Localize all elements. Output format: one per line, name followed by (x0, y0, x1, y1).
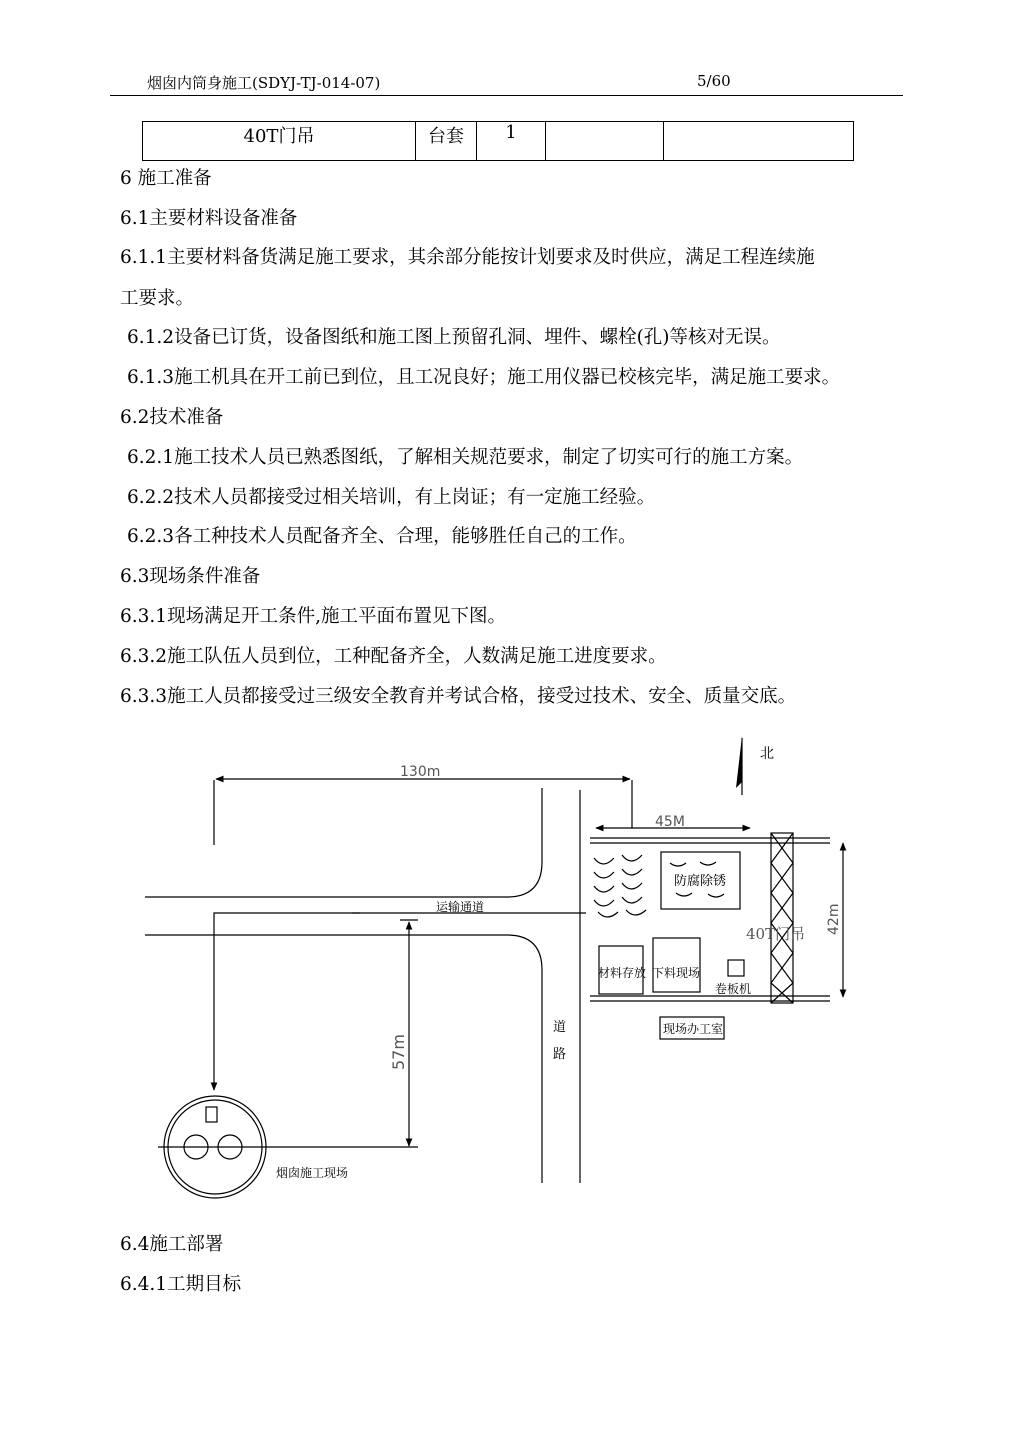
material-storage-label: 材料存放 (598, 966, 647, 980)
road-upper-left-edge (145, 788, 542, 897)
para-6-3-1: 6.3.1现场满足开工条件,施工平面布置见下图。 (120, 606, 506, 627)
section-heading-6-2: 6.2技术准备 (120, 407, 224, 428)
dim-57-label: 57m (389, 1034, 408, 1070)
table-cell-name: 40T门吊 (143, 122, 416, 161)
rolling-machine-label: 卷板机 (715, 982, 752, 996)
pipe-stack-symbols (594, 855, 646, 917)
header-page-number: 5/60 (697, 72, 731, 90)
north-label: 北 (760, 746, 774, 762)
cutting-site-label: 下料现场 (652, 966, 701, 980)
road-label-1: 道 (553, 1020, 567, 1035)
para-6-1-2: 6.1.2设备已订货，设备图纸和施工图上预留孔洞、埋件、螺栓(孔)等核对无误。 (127, 327, 781, 348)
road-label-2: 路 (553, 1047, 567, 1062)
table-cell-qty: 1 (477, 122, 546, 161)
dim-130-label: 130m (400, 764, 441, 780)
section-heading-6-4-1: 6.4.1工期目标 (120, 1274, 242, 1295)
site-layout-diagram (140, 730, 860, 1200)
site-office-label: 现场办工室 (663, 1022, 724, 1036)
table-cell-col4 (546, 122, 664, 161)
equipment-table (142, 121, 854, 161)
road-lower-left-edge (145, 935, 542, 1183)
para-6-1-1-line1: 6.1.1主要材料备货满足施工要求，其余部分能按计划要求及时供应，满足工程连续施 (120, 247, 815, 268)
para-6-3-3: 6.3.3施工人员都接受过三级安全教育并考试合格，接受过技术、安全、质量交底。 (120, 686, 797, 707)
section-heading-6: 6 施工准备 (120, 168, 212, 189)
cutting-site-building (653, 938, 700, 992)
section-heading-6-3: 6.3现场条件准备 (120, 566, 261, 587)
para-6-2-3: 6.2.3各工种技术人员配备齐全、合理，能够胜任自己的工作。 (127, 526, 637, 547)
header-doc-title: 烟囱内筒身施工(SDYJ-TJ-014-07) (147, 74, 381, 92)
anticorrosion-label: 防腐除锈 (674, 874, 727, 889)
para-6-1-1-line2: 工要求。 (120, 288, 195, 309)
para-6-3-2: 6.3.2施工队伍人员到位，工种配备齐全，人数满足施工进度要求。 (120, 646, 667, 667)
rolling-machine-symbol (728, 960, 744, 976)
dim-42-label: 42m (826, 903, 842, 935)
dim-45-label: 45M (655, 814, 685, 830)
section-heading-6-4: 6.4施工部署 (120, 1234, 224, 1255)
crane-label: 40T门吊 (746, 925, 806, 943)
para-6-2-1: 6.2.1施工技术人员已熟悉图纸，了解相关规范要求，制定了切实可行的施工方案。 (127, 447, 804, 468)
table-cell-col5 (664, 122, 854, 161)
table-cell-unit: 台套 (416, 122, 477, 161)
para-6-1-3: 6.1.3施工机具在开工前已到位，且工况良好；施工用仪器已校核完毕，满足施工要求。 (127, 367, 841, 388)
para-6-2-2: 6.2.2技术人员都接受过相关培训，有上岗证；有一定施工经验。 (127, 487, 656, 508)
chimney-site-label: 烟囱施工现场 (276, 1166, 349, 1180)
section-heading-6-1: 6.1主要材料设备准备 (120, 208, 298, 229)
transport-road-label: 运输通道 (436, 900, 485, 914)
chimney-opening (206, 1107, 217, 1122)
header-rule (110, 95, 903, 96)
table-row (143, 122, 854, 161)
